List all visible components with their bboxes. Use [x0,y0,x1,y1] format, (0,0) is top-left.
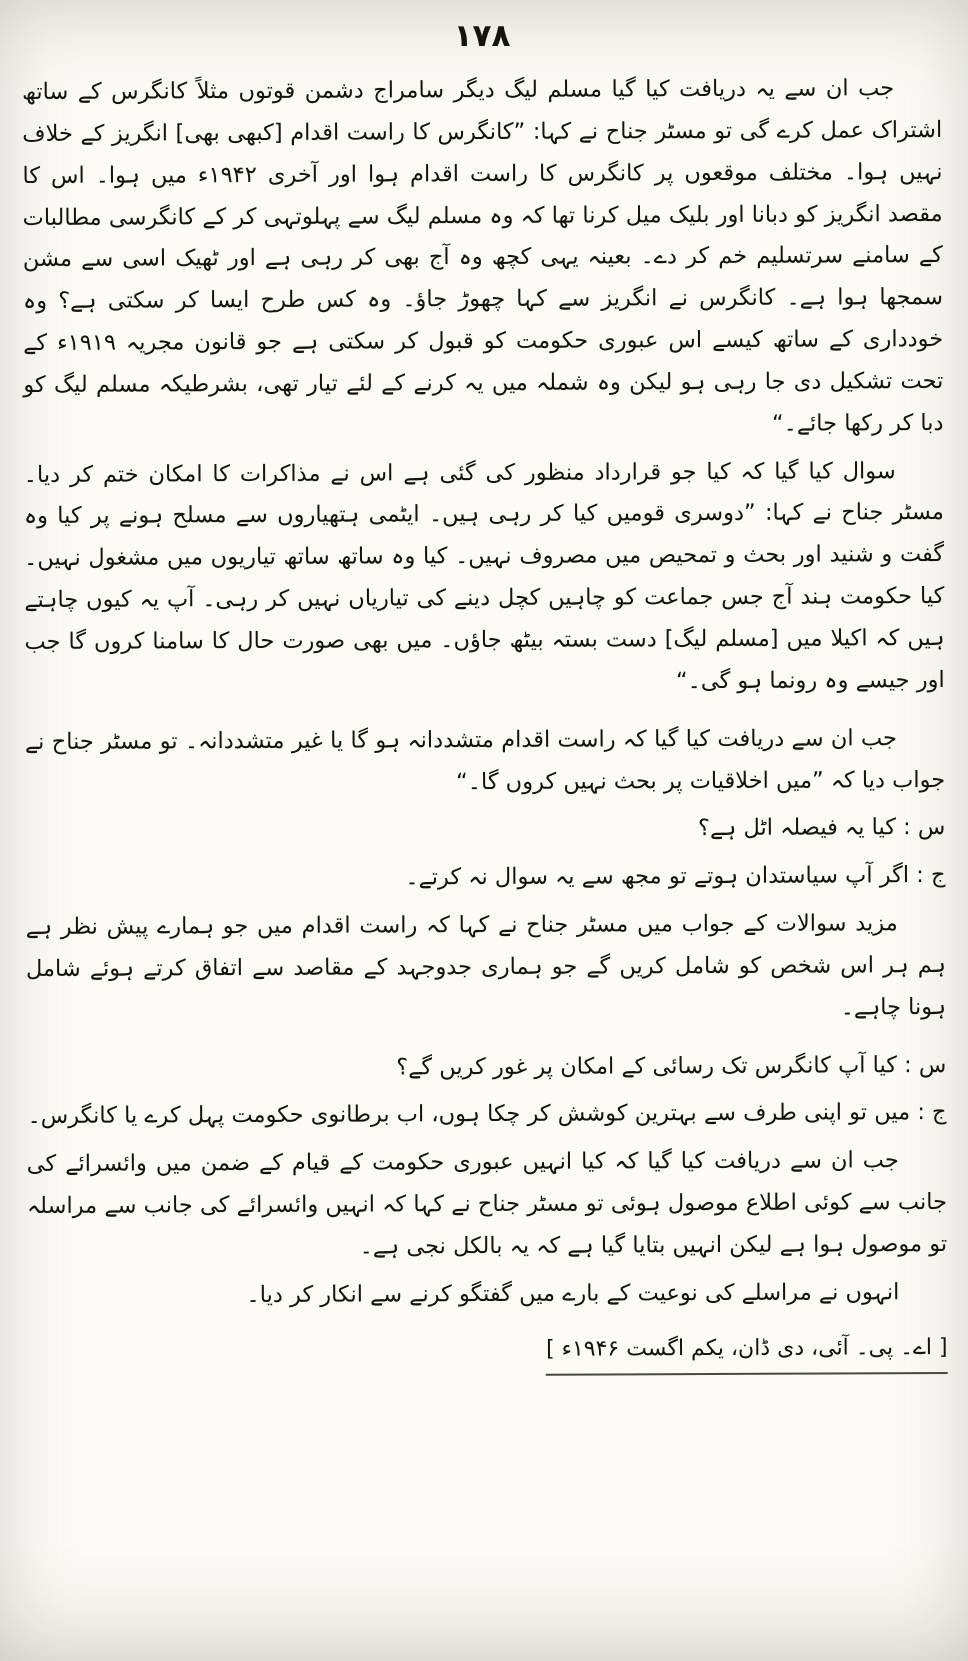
question-line-decision-final: س : کیا یہ فیصلہ اٹل ہے؟ [697,814,946,842]
paragraph-refused-to-discuss: انہوں نے مراسلے کی نوعیت کے بارے میں گفتگو کرنے سے انکار کر دیا۔ [246,1278,900,1308]
citation-text: [ اے۔ پی۔ آئی، دی ڈان، یکم اگست ۱۹۴۶ء ] [546,1328,948,1376]
citation-footer [28,1328,948,1378]
paragraph-jinnah-congress-direct-action: جب ان سے یہ دریافت کیا گیا مسلم لیگ دیگر سامراج دشمن قوتوں مثلاً کانگرس کے ساتھ اشتراک عمل کرے گی تو مسٹر جناح نے کہا: ”کانگرس کا راست اقدام [کبھی بھی] انگریز کے خلاف نہیں ہوا۔ مختلف موقعوں پر کانگرس کا راست اقدام ہوا اور آخری ۱۹۴۲ء میں ہوا۔ اس کا مقصد انگریز کو دبانا اور بلیک میل کرنا تھا کہ وہ مسلم لیگ سے پہلوتہی کر کے کانگرسی مطالبات کے سامنے سرتسلیم خم کر دے۔ بعینہ یہی کچھ وہ آج بھی کر رہی ہے اور ٹھیک اسی سے مشن سمجھا ہوا ہے۔ کانگرس نے انگریز سے کہا چھوڑ جاؤ۔ وہ کس طرح ایسا کر سکتی ہے؟ وہ خودداری کے ساتھ کیسے اس عبوری حکومت کو قبول کر سکتی ہے جو قانون مجریہ ۱۹۱۹ء کے تحت تشکیل دی جا رہی ہو لیکن وہ شملہ میں یہ کرنے کے لئے تیار تھی، بشرطیکہ مسلم لیگ کو دبا کر رکھا جائے۔“ [22,75,944,437]
answer-line-politician: ج : اگر آپ سیاستدان ہوتے تو مجھ سے یہ سوال نہ کرتے۔ [405,862,946,891]
paragraph-resolution-negotiations: سوال کیا گیا کہ کیا جو قرارداد منظور کی گئی ہے اس نے مذاکرات کا امکان ختم کر دیا۔ مسٹر جناح نے کہا: ”دوسری قومیں کیا کر رہی ہیں۔ ایٹمی ہتھیاروں سے مسلح ہونے پر کیا وہ گفت و شنید اور بحث و تمحیص میں مصروف نہیں۔ کیا وہ ساتھ ساتھ تیاریوں میں مشغول نہیں۔ کیا حکومت ہند آج جس جماعت کو چاہیں کچل دینے کی تیاریاں نہیں کر رہی۔ آپ یہ کیوں چاہتے ہیں کہ اکیلا میں [مسلم لیگ] دست بستہ بیٹھ جاؤں۔ میں بھی صورت حال کا سامنا کروں گا جب اور جیسے وہ رونما ہو گی۔“ [23,457,945,694]
answer-line-best-effort: ج : میں تو اپنی طرف سے بہترین کوشش کر چکا ہوں، اب برطانوی حکومت پہل کرے یا کانگرس۔ [27,1099,947,1130]
text-block [22,68,948,1378]
page-number: ۱۷۸ [453,18,511,54]
paragraph-violent-or-nonviolent: جب ان سے دریافت کیا گیا کہ راست اقدام متشددانہ ہو گا یا غیر متشددانہ۔ تو مسٹر جناح نے جواب دیا کہ ”میں اخلاقیات پر بحث نہیں کروں گا۔“ [24,724,946,795]
question-line-approach-congress: س : کیا آپ کانگرس تک رسائی کے امکان پر غور کریں گے؟ [396,1051,947,1080]
paragraph-further-questions: مزید سوالات کے جواب میں مسٹر جناح نے کہا کہ راست اقدام میں جو ہمارے پیش نظر ہے ہم ہر اس شخص کو شامل کریں گے جو ہماری جدوجہد کے مقاصد سے اتفاق کرتے ہوئے شامل ہونا چاہے۔ [25,910,947,1021]
paragraph-viceroy-letter: جب ان سے دریافت کیا گیا کہ کیا انہیں عبوری حکومت کے قیام کے ضمن میں وائسرائے کی جانب سے کوئی اطلاع موصول ہوئی تو مسٹر جناح نے کہا کہ انہیں وائسرائے کی جانب سے مراسلہ تو موصول ہوا ہے لیکن انہیں بتایا گیا ہے کہ یہ بالکل نجی ہے۔ [26,1147,948,1260]
